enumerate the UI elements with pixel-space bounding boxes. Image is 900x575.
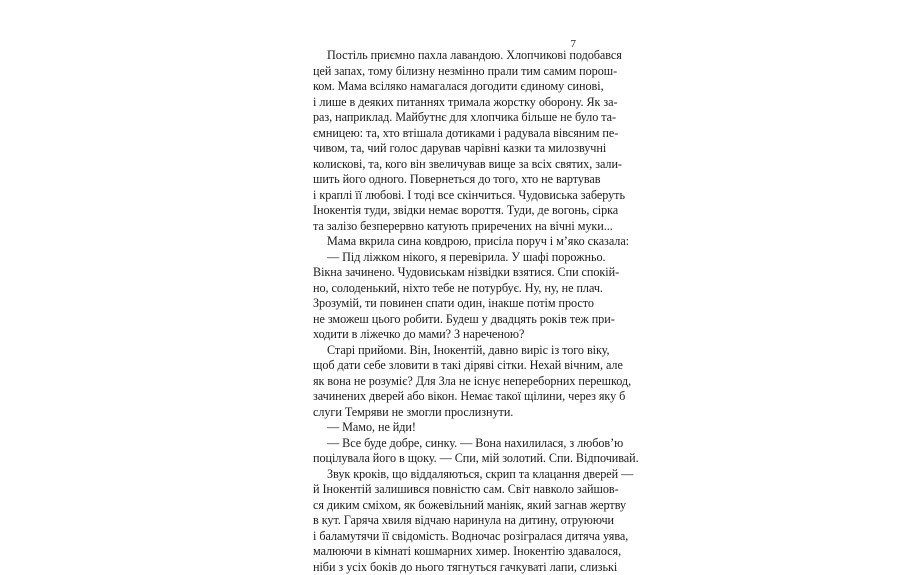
text-line: поцілувала його в щоку. — Спи, мій золотий. Спи. Відпочивай. (313, 451, 576, 467)
text-line: та залізо безперервно катують приречених на вічні муки... (313, 219, 576, 235)
text-line: як вона не розуміє? Для Зла не існує непереборних перешкод, (313, 374, 576, 390)
text-line: ся диким сміхом, як божевільний маніяк, який загнав жертву (313, 498, 576, 514)
text-line: і лише в деяких питаннях тримала жорстку оборону. Як за- (313, 95, 576, 111)
text-line: слуги Темряви не змогли прослизнути. (313, 405, 576, 421)
text-line: і краплі її любові. І тоді все скінчиться. Чудовиська заберуть (313, 188, 576, 204)
text-line: Інокентія туди, звідки немає вороття. Туди, де вогонь, сірка (313, 203, 576, 219)
text-line: чивом, та, чий голос дарував чарівні казки та милозвучні (313, 141, 576, 157)
text-line: ніби з усіх боків до нього тягнуться гачкуваті лапи, слизькі (313, 560, 576, 575)
page-number: 7 (562, 38, 576, 50)
text-line: — Під ліжком нікого, я перевірила. У шафі порожньо. (313, 250, 576, 266)
text-line: шить його одного. Повернеться до того, хто не вартував (313, 172, 576, 188)
text-line: Мама вкрила сина ковдрою, присіла поруч і м’яко сказала: (313, 234, 576, 250)
text-line: Вікна зачинено. Чудовиськам нізвідки взятися. Спи спокій- (313, 265, 576, 281)
text-line: ком. Мама всіляко намагалася догодити єдиному синові, (313, 79, 576, 95)
text-line: і баламутячи її свідомість. Водночас розігралася дитяча уява, (313, 529, 576, 545)
page-body-text (313, 48, 576, 575)
text-line: — Мамо, не йди! (313, 420, 576, 436)
text-line: но, солоденький, ніхто тебе не потурбує. Ну, ну, не плач. (313, 281, 576, 297)
text-line: в кут. Гаряча хвиля відчаю наринула на дитину, отруюючи (313, 513, 576, 529)
text-line: зачинених дверей або вікон. Немає такої щілини, через яку б (313, 389, 576, 405)
text-line: Старі прийоми. Він, Інокентій, давно виріс із того віку, (313, 343, 576, 359)
text-line: не зможеш цього робити. Будеш у двадцять років теж при- (313, 312, 576, 328)
text-line: — Все буде добре, синку. — Вона нахилилася, з любов’ю (313, 436, 576, 452)
text-line: цей запах, тому білизну незмінно прали тим самим порош- (313, 64, 576, 80)
text-line: раз, наприклад. Майбутнє для хлопчика більше не було та- (313, 110, 576, 126)
text-line: Постіль приємно пахла лавандою. Хлопчикові подобався (313, 48, 576, 64)
text-line: й Інокентій залишився повністю сам. Світ навколо зайшов- (313, 482, 576, 498)
text-line: малюючи в кімнаті кошмарних химер. Інокентію здавалося, (313, 544, 576, 560)
text-line: колискові, та, кого він звеличував вище за всіх святих, зали- (313, 157, 576, 173)
text-line: ємницею: та, хто втішала дотиками і радувала вівсяним пе- (313, 126, 576, 142)
text-line: ходити в ліжечко до мами? З нареченою? (313, 327, 576, 343)
text-line: Зрозумій, ти повинен спати один, інакше потім просто (313, 296, 576, 312)
text-line: Звук кроків, що віддаляються, скрип та клацання дверей — (313, 467, 576, 483)
text-line: щоб дати себе зловити в такі діряві сітки. Нехай вічним, але (313, 358, 576, 374)
